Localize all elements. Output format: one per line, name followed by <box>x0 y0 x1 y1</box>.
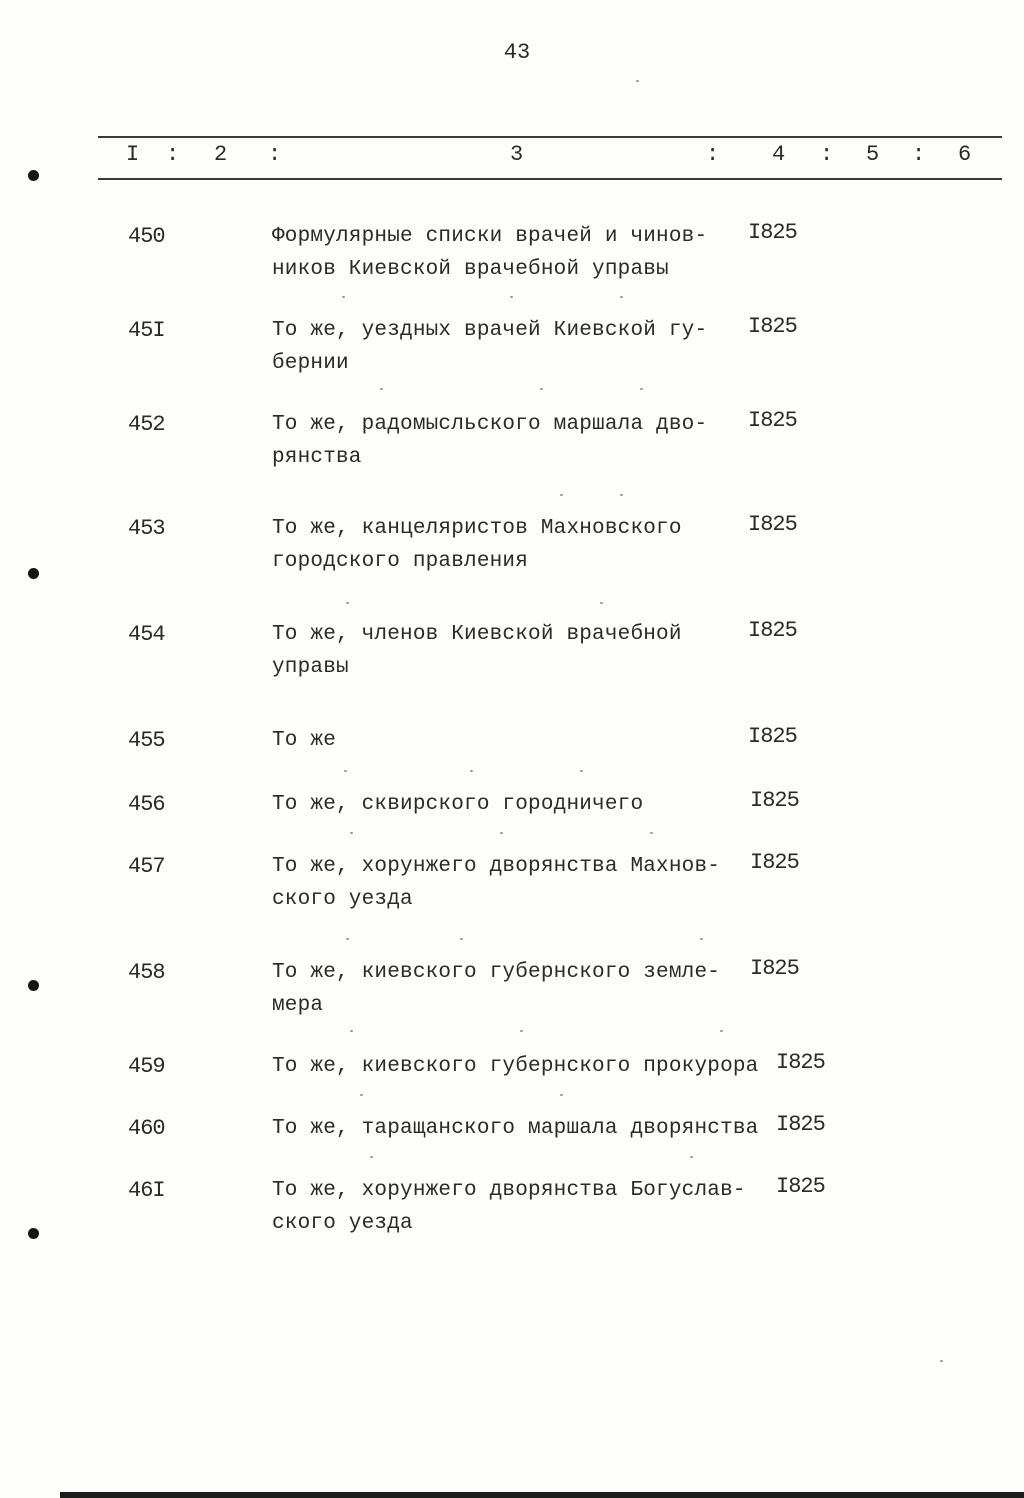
page-number: 43 <box>503 40 531 65</box>
speck <box>720 1030 723 1032</box>
header-top-rule <box>98 136 1002 138</box>
entry-description: То же, хорунжего дворянства Богуслав- ского уезда <box>272 1179 746 1235</box>
binder-hole-icon <box>28 1228 39 1239</box>
column-separator: : <box>166 142 180 167</box>
entry-number: 457 <box>128 854 165 879</box>
speck <box>690 1156 693 1158</box>
speck <box>560 1094 563 1096</box>
entry-description: То же, уездных врачей Киевской гу- бернии <box>272 319 708 375</box>
entry-year: I825 <box>776 1112 825 1137</box>
entry-description: То же, таращанского маршала дворянства <box>272 1117 759 1140</box>
entry-description: То же, радомысльского маршала дво- рянства <box>272 413 708 469</box>
speck <box>380 388 383 390</box>
entry-year: I825 <box>748 512 797 537</box>
entry-year: I825 <box>748 618 797 643</box>
speck <box>580 770 583 772</box>
binder-hole-icon <box>28 980 39 991</box>
entry-number: 450 <box>128 224 165 249</box>
binder-hole-icon <box>28 170 39 181</box>
entry-number: 454 <box>128 622 165 647</box>
column-header-3: 3 <box>510 142 524 167</box>
speck <box>342 296 345 298</box>
binder-hole-icon <box>28 568 39 579</box>
speck <box>470 770 473 772</box>
entry-number: 452 <box>128 412 165 437</box>
speck <box>620 494 623 496</box>
entry-number: 46I <box>128 1178 165 1203</box>
speck <box>460 938 463 940</box>
speck <box>370 1156 373 1158</box>
speck <box>640 388 643 390</box>
entry-year: I825 <box>750 788 799 813</box>
entry-number: 455 <box>128 728 165 753</box>
speck <box>636 80 639 82</box>
entry-year: I825 <box>748 314 797 339</box>
entry-number: 459 <box>128 1054 165 1079</box>
entry-year: I825 <box>748 724 797 749</box>
speck <box>940 1360 943 1362</box>
entry-year: I825 <box>750 956 799 981</box>
column-separator: : <box>268 142 282 167</box>
column-separator: : <box>912 142 926 167</box>
entry-number: 45I <box>128 318 165 343</box>
speck <box>346 602 349 604</box>
entry-year: I825 <box>750 850 799 875</box>
column-header-6: 6 <box>958 142 972 167</box>
scan-bottom-edge <box>60 1492 1024 1498</box>
entry-description: То же <box>272 729 337 752</box>
speck <box>540 388 543 390</box>
speck <box>346 938 349 940</box>
entry-description: То же, сквирского городничего <box>272 793 644 816</box>
entry-number: 453 <box>128 516 165 541</box>
speck <box>350 832 353 834</box>
entry-description: То же, канцеляристов Махновского городского правления <box>272 517 682 573</box>
entry-number: 456 <box>128 792 165 817</box>
entry-year: I825 <box>776 1050 825 1075</box>
column-header-1: I <box>126 142 140 167</box>
speck <box>344 770 347 772</box>
speck <box>620 296 623 298</box>
speck <box>360 1094 363 1096</box>
entry-description: То же, членов Киевской врачебной управы <box>272 623 682 679</box>
entry-year: I825 <box>776 1174 825 1199</box>
column-header-2: 2 <box>214 142 228 167</box>
speck <box>650 832 653 834</box>
speck <box>510 296 513 298</box>
entry-number: 458 <box>128 960 165 985</box>
speck <box>560 494 563 496</box>
speck <box>700 938 703 940</box>
header-bottom-rule <box>98 178 1002 180</box>
speck <box>500 832 503 834</box>
entry-description: То же, хорунжего дворянства Махнов- ского уезда <box>272 855 721 911</box>
column-separator: : <box>820 142 834 167</box>
speck <box>600 602 603 604</box>
entry-description: То же, киевского губернского прокурора <box>272 1055 759 1078</box>
entry-year: I825 <box>748 408 797 433</box>
column-header-5: 5 <box>866 142 880 167</box>
entry-year: I825 <box>748 220 797 245</box>
speck <box>350 1030 353 1032</box>
entry-description: Формулярные списки врачей и чинов- ников Киевской врачебной управы <box>272 225 708 281</box>
column-separator: : <box>706 142 720 167</box>
speck <box>520 1030 523 1032</box>
entry-description: То же, киевского губернского земле- мера <box>272 961 721 1017</box>
entry-number: 460 <box>128 1116 165 1141</box>
column-header-4: 4 <box>772 142 786 167</box>
